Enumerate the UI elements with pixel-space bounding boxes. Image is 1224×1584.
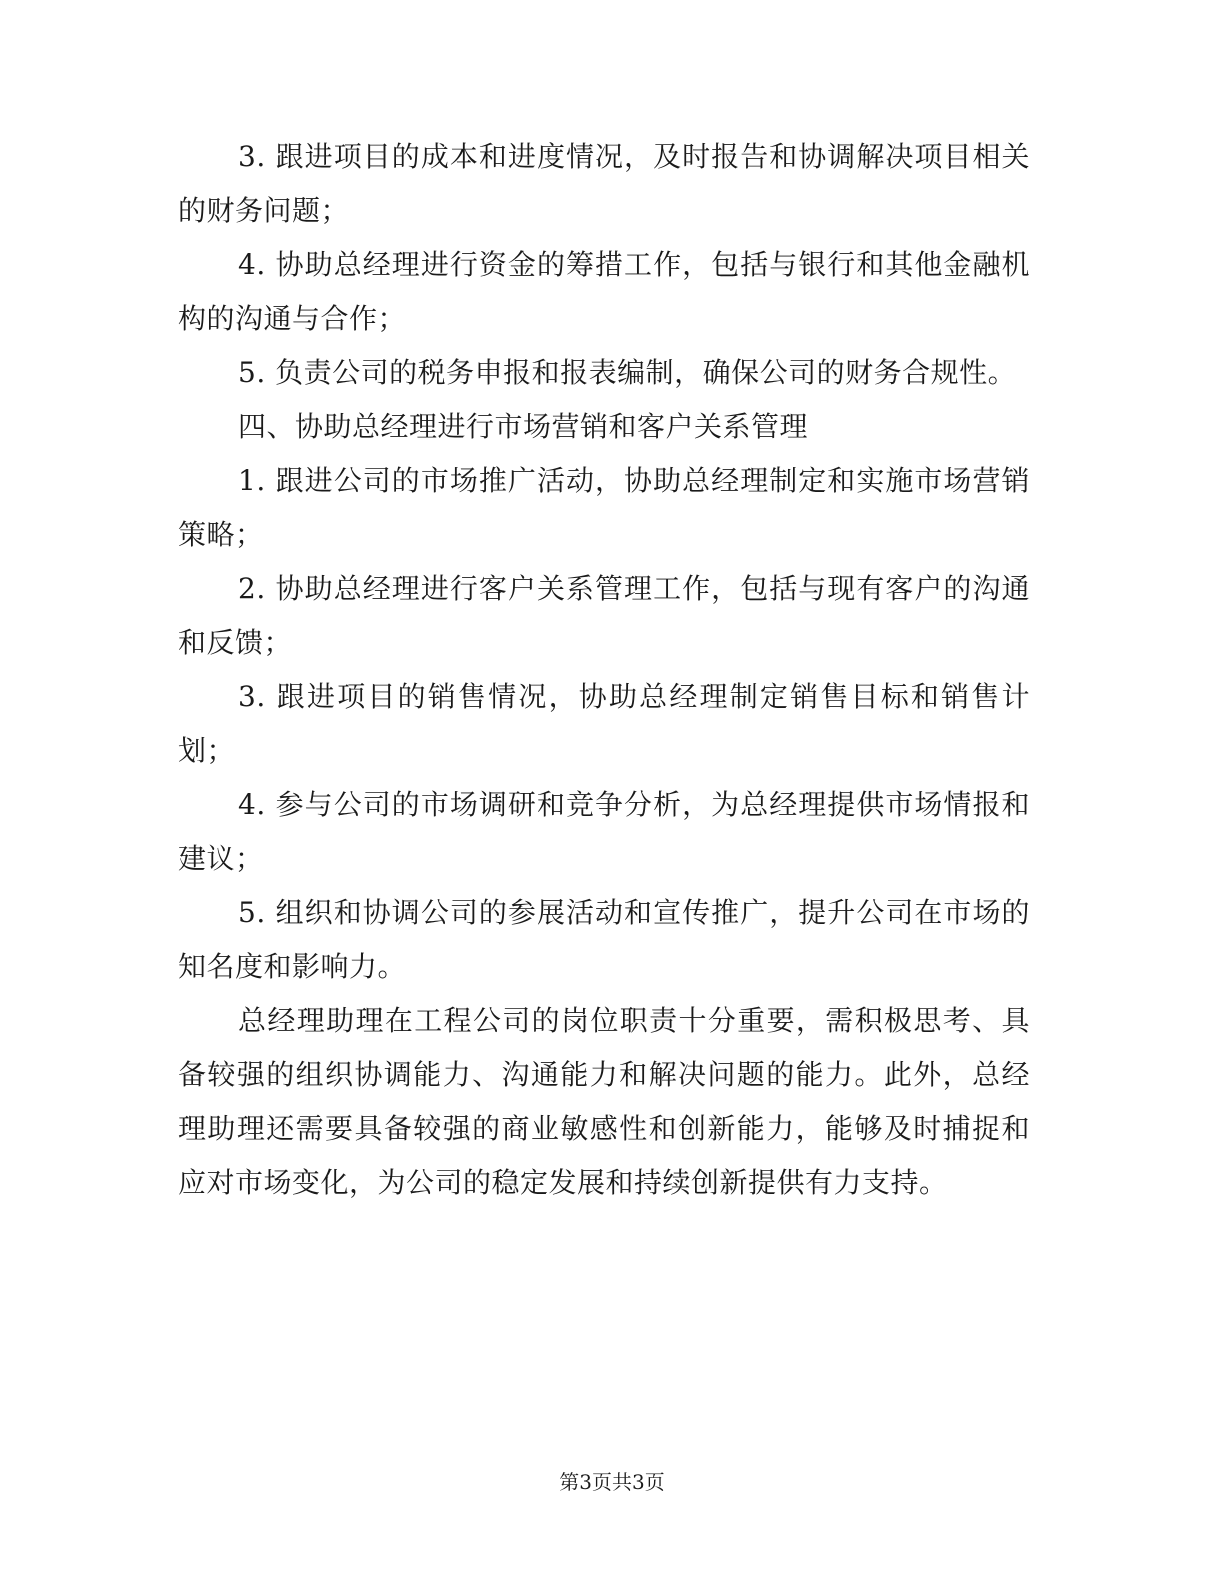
paragraph-finance-item-5: 5. 负责公司的税务申报和报表编制，确保公司的财务合规性。	[238, 356, 1017, 389]
section-heading-marketing: 四、协助总经理进行市场营销和客户关系管理	[238, 410, 809, 443]
paragraph-marketing-item-3: 3. 跟进项目的销售情况，协助总经理制定销售目标和销售计划；	[178, 680, 1030, 767]
page-number-footer: 第3页共3页	[559, 1470, 665, 1494]
paragraph-marketing-item-4: 4. 参与公司的市场调研和竞争分析，为总经理提供市场情报和建议；	[178, 788, 1030, 875]
paragraph-marketing-item-1: 1. 跟进公司的市场推广活动，协助总经理制定和实施市场营销策略；	[178, 464, 1030, 551]
paragraph-marketing-item-2: 2. 协助总经理进行客户关系管理工作，包括与现有客户的沟通和反馈；	[178, 572, 1030, 659]
paragraph-finance-item-4: 4. 协助总经理进行资金的筹措工作，包括与银行和其他金融机构的沟通与合作；	[178, 248, 1030, 335]
paragraph-finance-item-3: 3. 跟进项目的成本和进度情况，及时报告和协调解决项目相关的财务问题；	[178, 140, 1030, 227]
paragraph-marketing-item-5: 5. 组织和协调公司的参展活动和宣传推广，提升公司在市场的知名度和影响力。	[178, 896, 1030, 983]
paragraph-conclusion: 总经理助理在工程公司的岗位职责十分重要，需积极思考、具备较强的组织协调能力、沟通能力和解决问题的能力。此外，总经理助理还需要具备较强的商业敏感性和创新能力，能够及时捕捉和应对市场变化，为公司的稳定发展和持续创新提供有力支持。	[178, 1004, 1030, 1199]
document-body	[178, 130, 1030, 1210]
